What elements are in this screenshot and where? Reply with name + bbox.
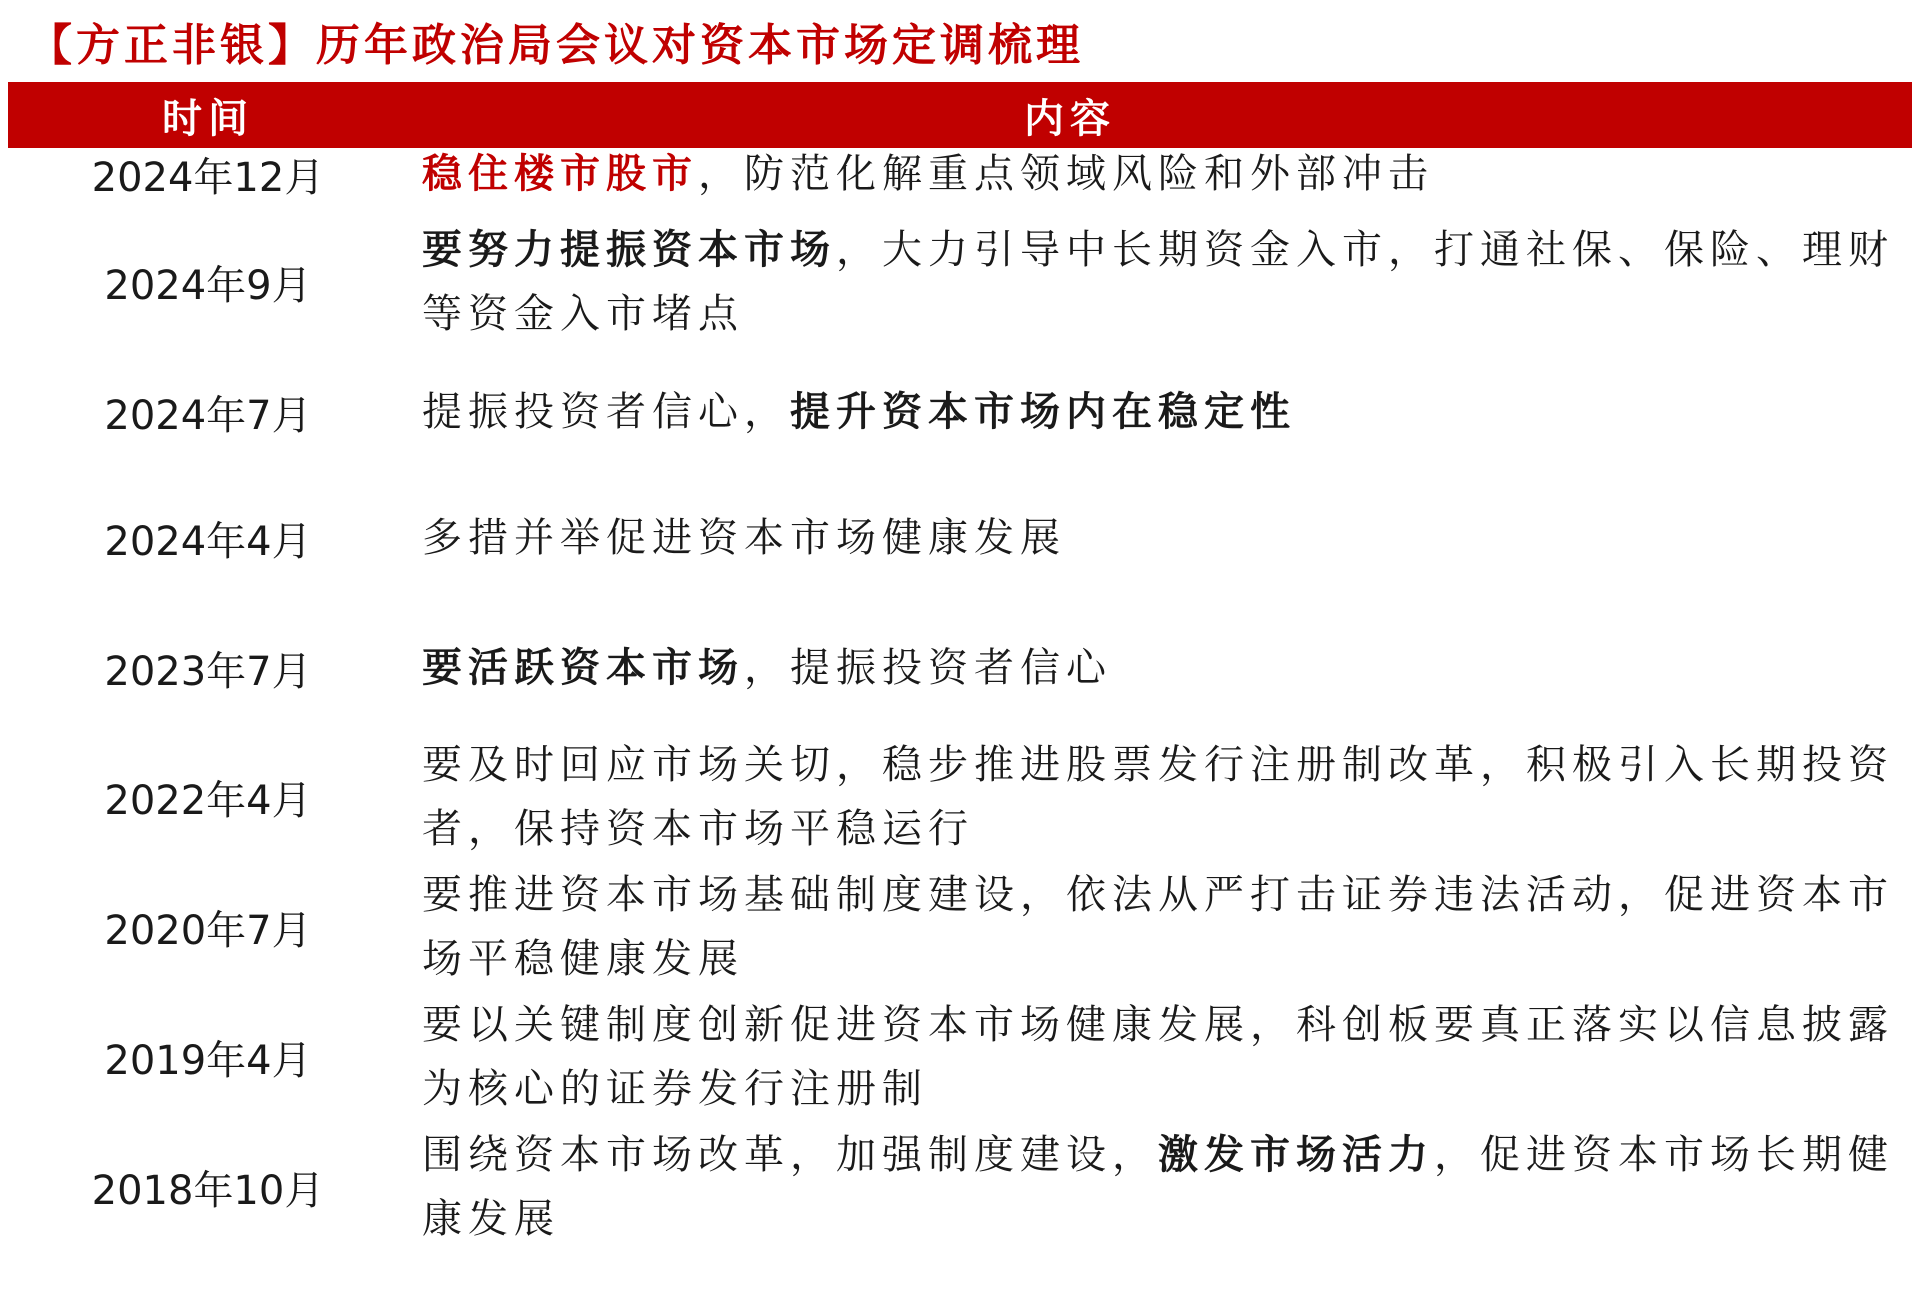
content-segment: ，提振投资者信心 [744, 645, 1112, 691]
content-segment: 围绕资本市场改革，加强制度建设， [422, 1132, 1158, 1178]
content-segment: 要努力提振资本市场 [422, 226, 836, 273]
row-time: 2020年7月 [104, 907, 312, 954]
row-content [408, 733, 1912, 861]
row-time: 2023年7月 [104, 648, 312, 695]
table-row [8, 136, 1912, 212]
content-segment: 稳住楼市股市 [422, 150, 698, 197]
row-content [408, 1123, 1912, 1251]
content-segment: 要以关键制度创新促进资本市场健康发展，科创板要真正落实以信息披露为核心的证券发行注册制 [422, 1002, 1894, 1112]
content-segment: 提振投资者信心， [422, 389, 790, 435]
table-row [8, 472, 1912, 604]
row-time: 2019年4月 [104, 1037, 312, 1084]
row-time: 2024年4月 [104, 518, 312, 565]
content-segment: 要及时回应市场关切，稳步推进股票发行注册制改革，积极引入长期投资者，保持资本市场平稳运行 [422, 742, 1894, 852]
row-time: 2022年4月 [104, 777, 312, 824]
content-segment: 多措并举促进资本市场健康发展 [422, 515, 1066, 561]
row-time: 2024年12月 [91, 154, 325, 201]
row-time: 2024年7月 [104, 392, 312, 439]
content-segment: 激发市场活力 [1158, 1131, 1434, 1178]
table-row [8, 732, 1912, 862]
table-row [8, 992, 1912, 1122]
row-time: 2024年9月 [104, 262, 312, 309]
row-content [408, 380, 1912, 444]
table-row [8, 862, 1912, 992]
table-body [8, 136, 1912, 1252]
content-segment: 要推进资本市场基础制度建设，依法从严打击证券违法活动，促进资本市场平稳健康发展 [422, 872, 1894, 982]
table-row [8, 352, 1912, 472]
content-segment: 提升资本市场内在稳定性 [790, 388, 1296, 435]
row-content [408, 506, 1912, 570]
content-segment: 要活跃资本市场 [422, 644, 744, 691]
row-content [408, 863, 1912, 991]
content-segment: ，大力引导中长期资金入市，打通社保、保险、理财等资金入市堵点 [422, 227, 1894, 337]
header-content: 内容 [1024, 94, 1116, 142]
header-time: 时间 [162, 94, 254, 142]
content-segment: ，防范化解重点领域风险和外部冲击 [698, 151, 1434, 197]
row-time: 2018年10月 [91, 1167, 325, 1214]
content-segment: ，促进资本市场长期健康发展 [422, 1132, 1894, 1242]
row-content [408, 218, 1912, 346]
row-content [408, 142, 1912, 206]
row-content [408, 636, 1912, 700]
table-row [8, 1122, 1912, 1252]
table-row [8, 212, 1912, 352]
page-title: 【方正非银】历年政治局会议对资本市场定调梳理 [28, 20, 1084, 71]
table-row [8, 604, 1912, 732]
row-content [408, 993, 1912, 1121]
